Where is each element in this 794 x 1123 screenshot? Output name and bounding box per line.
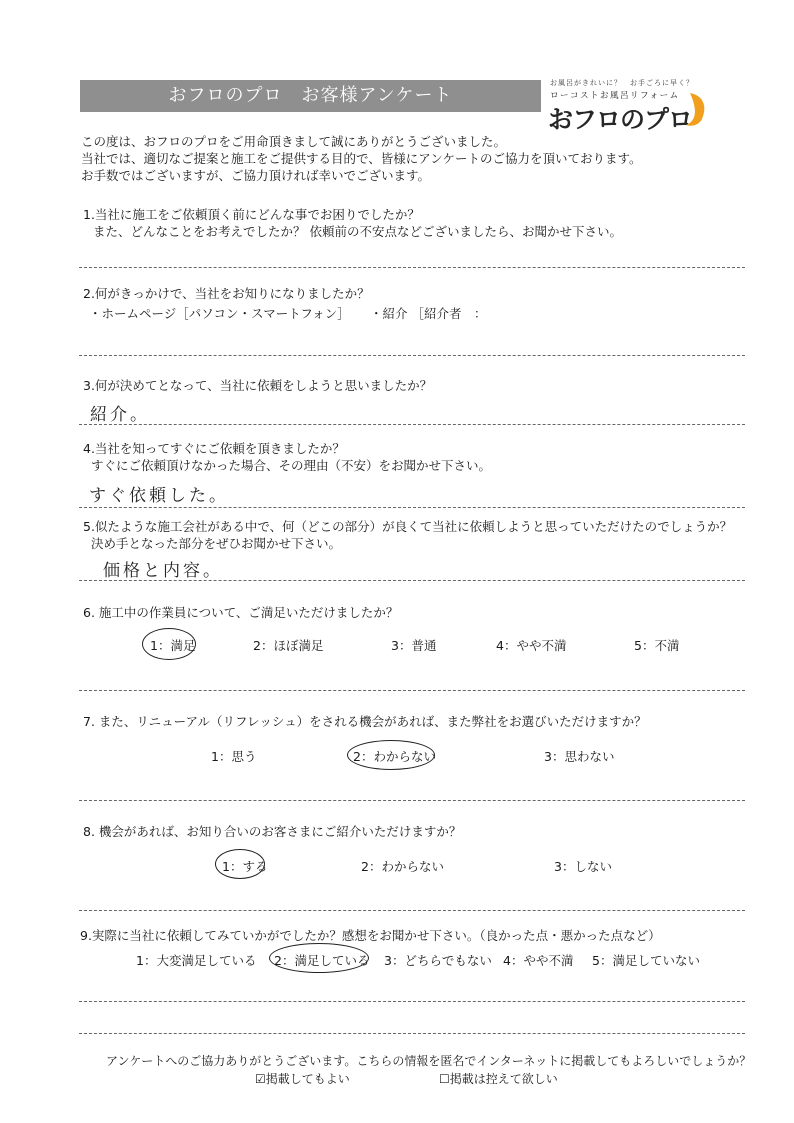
option-9-5[interactable]: 5：満足していない bbox=[592, 953, 700, 968]
question-subtext: すぐにご依頼頂けなかった場合、その理由（不安）をお聞かせ下さい。 bbox=[91, 458, 492, 473]
answer-line bbox=[79, 355, 745, 356]
option-6-2[interactable]: 2：ほぼ満足 bbox=[253, 638, 324, 653]
answer-line bbox=[79, 1033, 745, 1034]
answer-line bbox=[79, 267, 745, 268]
intro-line: この度は、おフロのプロをご用命頂きまして誠にありがとうございました。 bbox=[81, 134, 507, 149]
selected-circle bbox=[142, 628, 196, 660]
option-6-5[interactable]: 5：不満 bbox=[634, 638, 680, 653]
answer-line bbox=[79, 507, 745, 508]
answer-line bbox=[79, 580, 745, 581]
option-8-2[interactable]: 2：わからない bbox=[361, 859, 444, 874]
option-9-1[interactable]: 1：大変満足している bbox=[136, 953, 257, 968]
publish-consent-question: アンケートへのご協力ありがとうございます。こちらの情報を匿名でインターネットに掲載してもよろしいでしょうか？ bbox=[106, 1054, 752, 1068]
option-6-1[interactable]: 1：満足 bbox=[150, 638, 196, 653]
question-text: 1.当社に施工をご依頼頂く前にどんな事でお困りでしたか？ bbox=[83, 207, 420, 222]
option-6-4[interactable]: 4：やや不満 bbox=[496, 638, 567, 653]
consent-no-checkbox[interactable]: ☐掲載は控えて欲しい bbox=[439, 1072, 558, 1086]
answer-line bbox=[79, 424, 745, 425]
option-7-1[interactable]: 1：思う bbox=[211, 749, 257, 764]
answer-line bbox=[79, 690, 745, 691]
option-referral: ・紹介 ［紹介者 ： bbox=[370, 306, 487, 321]
question-text: 5.似たような施工会社がある中で、何（どこの部分）が良くて当社に依頼しようと思っていただけたのでしょうか？ bbox=[83, 519, 733, 534]
selected-circle bbox=[215, 849, 268, 879]
logo-flame-icon bbox=[684, 91, 708, 127]
logo-tagline: ローコストお風呂リフォーム bbox=[550, 91, 680, 101]
consent-yes-checkbox[interactable]: ☑掲載してもよい bbox=[255, 1072, 350, 1086]
answer-line bbox=[79, 910, 745, 911]
handwritten-answer: 紹介。 bbox=[90, 405, 150, 425]
question-4 bbox=[83, 440, 491, 474]
logo-tagline-top: お風呂がきれいに？ お手ごろに早く？ bbox=[550, 79, 694, 87]
survey-title: おフロのプロ お客様アンケート bbox=[80, 80, 541, 112]
option-9-4[interactable]: 4：やや不満 bbox=[503, 953, 574, 968]
intro-line: 当社では、適切なご提案と施工をご提供する目的で、皆様にアンケートのご協力を頂いております。 bbox=[81, 151, 642, 166]
handwritten-answer: すぐ依頼した。 bbox=[89, 486, 229, 506]
answer-line bbox=[79, 1001, 745, 1002]
selected-circle bbox=[347, 740, 435, 770]
question-7: 7. また、リニューアル（リフレッシュ）をされる機会があれば、また弊社をお選びいただけますか？ bbox=[83, 714, 647, 729]
question-6: 6. 施工中の作業員について、ご満足いただけましたか？ bbox=[83, 605, 399, 620]
handwritten-answer: 価格と内容。 bbox=[103, 561, 223, 581]
option-6-3[interactable]: 3：普通 bbox=[391, 638, 437, 653]
question-subtext: 決め手となった部分をぜひお聞かせ下さい。 bbox=[91, 536, 342, 551]
selected-circle bbox=[269, 943, 369, 973]
option-7-2[interactable]: 2：わからない bbox=[353, 749, 436, 764]
question-5 bbox=[83, 518, 732, 552]
option-9-3[interactable]: 3：どちらでもない bbox=[384, 953, 492, 968]
intro-line: お手数ではございますが、ご協力頂ければ幸いでございます。 bbox=[81, 168, 431, 183]
company-logo-text: おフロのプロ bbox=[548, 105, 693, 134]
option-homepage: ・ホームページ［パソコン・スマートフォン］ bbox=[89, 306, 350, 321]
question-subtext: また、どんなことをお考えでしたか？ 依頼前の不安点などございましたら、お聞かせ下さい。 bbox=[93, 224, 622, 239]
question-3: 3.何が決めてとなって、当社に依頼をしようと思いましたか？ bbox=[83, 378, 433, 393]
option-7-3[interactable]: 3：思わない bbox=[544, 749, 615, 764]
question-2: 2.何がきっかけで、当社をお知りになりましたか？ bbox=[83, 286, 370, 301]
question-8: 8. 機会があれば、お知り合いのお客さまにご紹介いただけますか？ bbox=[83, 824, 462, 839]
option-8-1[interactable]: 1：する bbox=[222, 859, 268, 874]
answer-line bbox=[79, 800, 745, 801]
question-text: 4.当社を知ってすぐにご依頼を頂きましたか？ bbox=[83, 441, 345, 456]
option-9-2[interactable]: 2：満足している bbox=[274, 953, 370, 968]
option-8-3[interactable]: 3：しない bbox=[554, 859, 612, 874]
intro-text bbox=[81, 133, 642, 184]
question-1 bbox=[83, 206, 622, 240]
question-9: 9.実際に当社に依頼してみていかがでしたか？感想をお聞かせ下さい。（良かった点・悪かった点など） bbox=[80, 928, 661, 943]
